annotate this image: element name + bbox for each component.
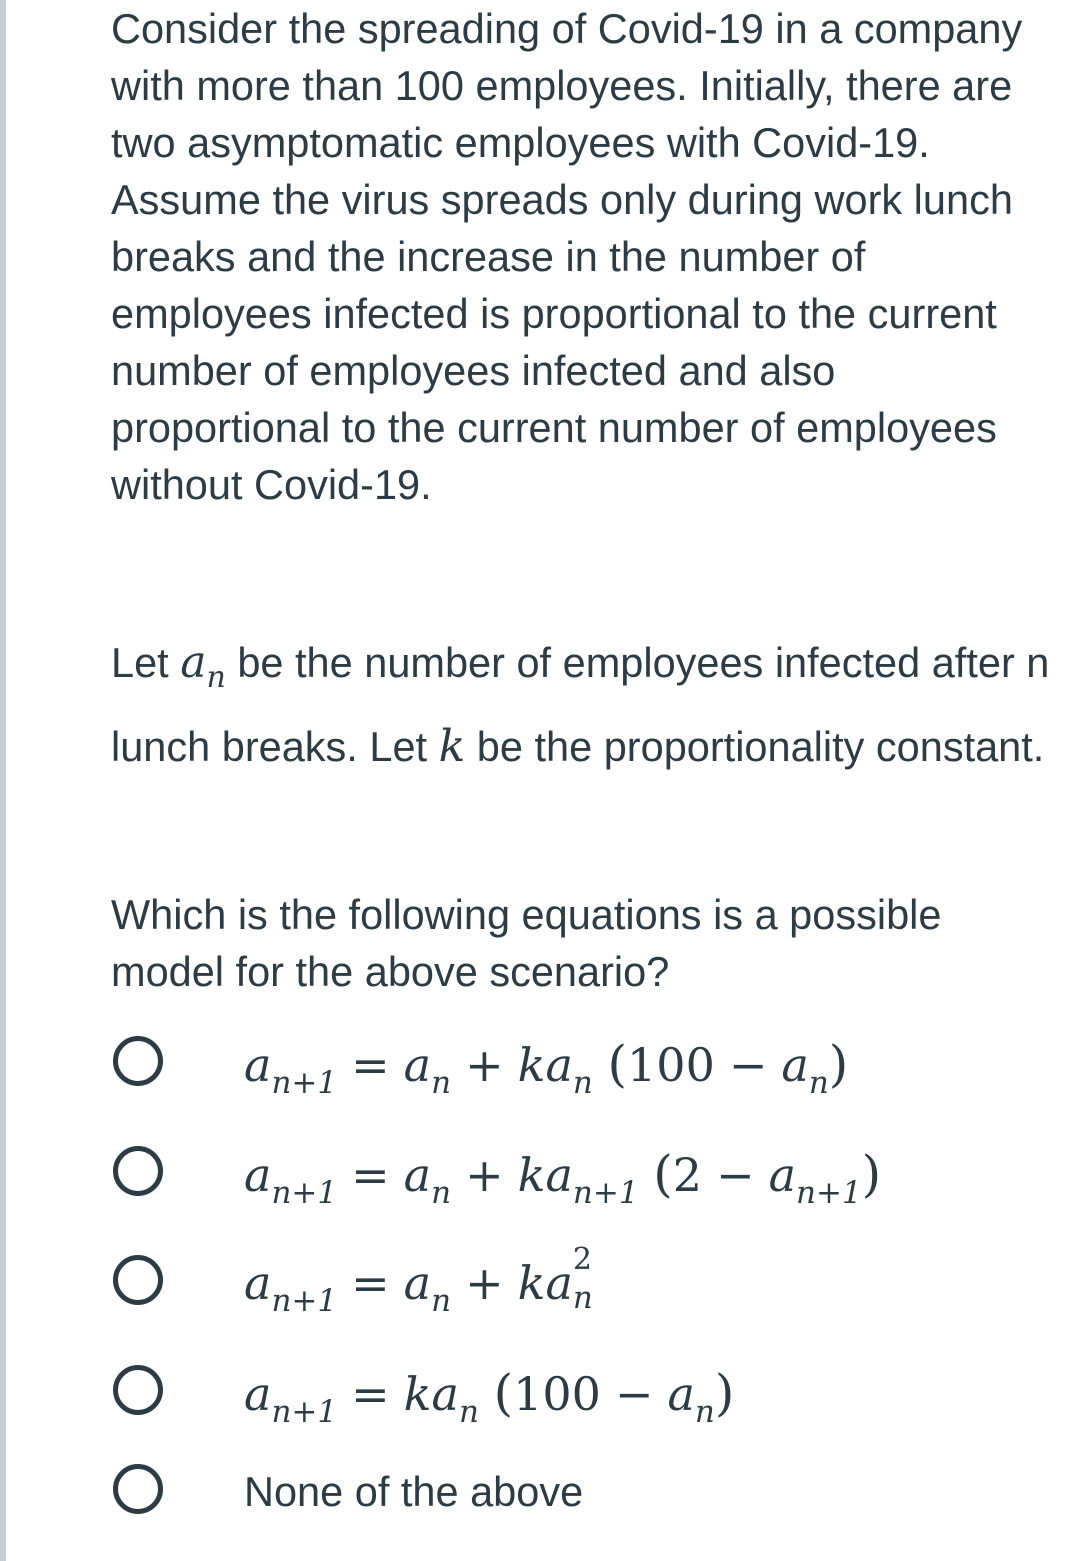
- radio-button[interactable]: [113, 1036, 163, 1086]
- option-2[interactable]: [111, 1134, 1051, 1214]
- left-border: [0, 0, 6, 1561]
- option-equation: $a_{n+1} = ka_n$ $(100 - a_n)$: [244, 1364, 735, 1430]
- option-equation: $a_{n+1} = a_n + ka_n$ $(100 - a_n)$: [244, 1035, 849, 1101]
- option-4[interactable]: [111, 1353, 1051, 1433]
- math-k: k: [438, 721, 466, 772]
- option-label: None of the above: [244, 1468, 584, 1515]
- question-paragraph-1: Consider the spreading of Covid-19 in a company with more than 100 employees. Initially, there are two asymptomatic employees with Covid-19. Assume the virus spreads only during work lunch breaks and the increase in the number of employees infected is proportional to the current number of employees infected and also proportional to the current number of employees without Covid-19.: [111, 5, 1023, 508]
- option-equation: $a_{n+1} = a_n + ka_{n+1}$ $(2 - a_{n+1})$: [244, 1145, 882, 1211]
- radio-button[interactable]: [113, 1365, 163, 1415]
- option-1[interactable]: [111, 1024, 1051, 1104]
- question-paragraph-2: Let $a_n$ be the number of employees infected after n lunch breaks. Let k be the proportionality constant.: [111, 637, 1050, 772]
- question-paragraph-3: Which is the following equations is a possible model for the above scenario?: [111, 891, 942, 995]
- math-a: a: [180, 637, 207, 688]
- option-5[interactable]: [111, 1452, 1051, 1532]
- option-equation: $a_{n+1} = a_n$ + ka 2 n: [244, 1242, 593, 1319]
- math-sub-n: n: [206, 660, 226, 695]
- radio-button[interactable]: [113, 1255, 163, 1305]
- option-3[interactable]: [111, 1243, 1051, 1323]
- radio-button[interactable]: [113, 1464, 163, 1514]
- radio-button[interactable]: [113, 1146, 163, 1196]
